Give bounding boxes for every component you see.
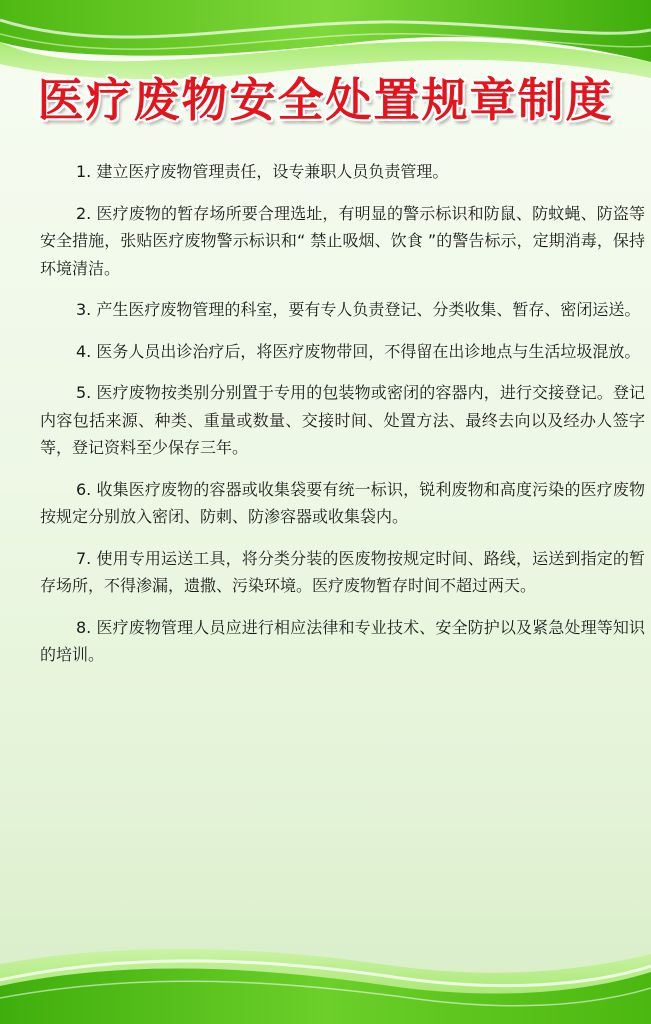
rules-list	[40, 158, 645, 683]
page-title: 医疗废物安全处置规章制度	[37, 73, 614, 127]
rule-item-2: 2. 医疗废物的暂存场所要合理选址，有明显的警示标识和防鼠、防蚊蝇、防盗等安全措施，张贴医疗废物警示标识和“ 禁止吸烟、饮食 ”的警告标示，定期消毒，保持环境清洁。	[40, 203, 645, 278]
bottom-green-wave-decoration	[0, 924, 651, 1024]
rule-item-3: 3. 产生医疗废物管理的科室，要有专人负责登记、分类收集、暂存、密闭运送。	[76, 300, 641, 319]
rule-item-7: 7. 使用专用运送工具，将分类分装的医废物按规定时间、路线，运送到指定的暂存场所，不得渗漏，遗撒、污染环境。医疗废物暂存时间不超过两天。	[40, 548, 645, 595]
rule-item-8: 8. 医疗废物管理人员应进行相应法律和专业技术、安全防护以及紧急处理等知识的培训。	[40, 617, 645, 664]
rule-item-5: 5. 医疗废物按类别分别置于专用的包装物或密闭的容器内，进行交接登记。登记内容包括来源、种类、重量或数量、交接时间、处置方法、最终去向以及经办人签字等，登记资料至少保存三年。	[40, 383, 645, 457]
rule-item-1: 1. 建立医疗废物管理责任，设专兼职人员负责管理。	[76, 162, 449, 181]
rule-item-6: 6. 收集医疗废物的容器或收集袋要有统一标识，锐利废物和高度污染的医疗废物按规定分别放入密闭、防刺、防渗容器或收集袋内。	[40, 479, 645, 526]
rule-item-4: 4. 医务人员出诊治疗后，将医疗废物带回，不得留在出诊地点与生活垃圾混放。	[76, 341, 641, 361]
